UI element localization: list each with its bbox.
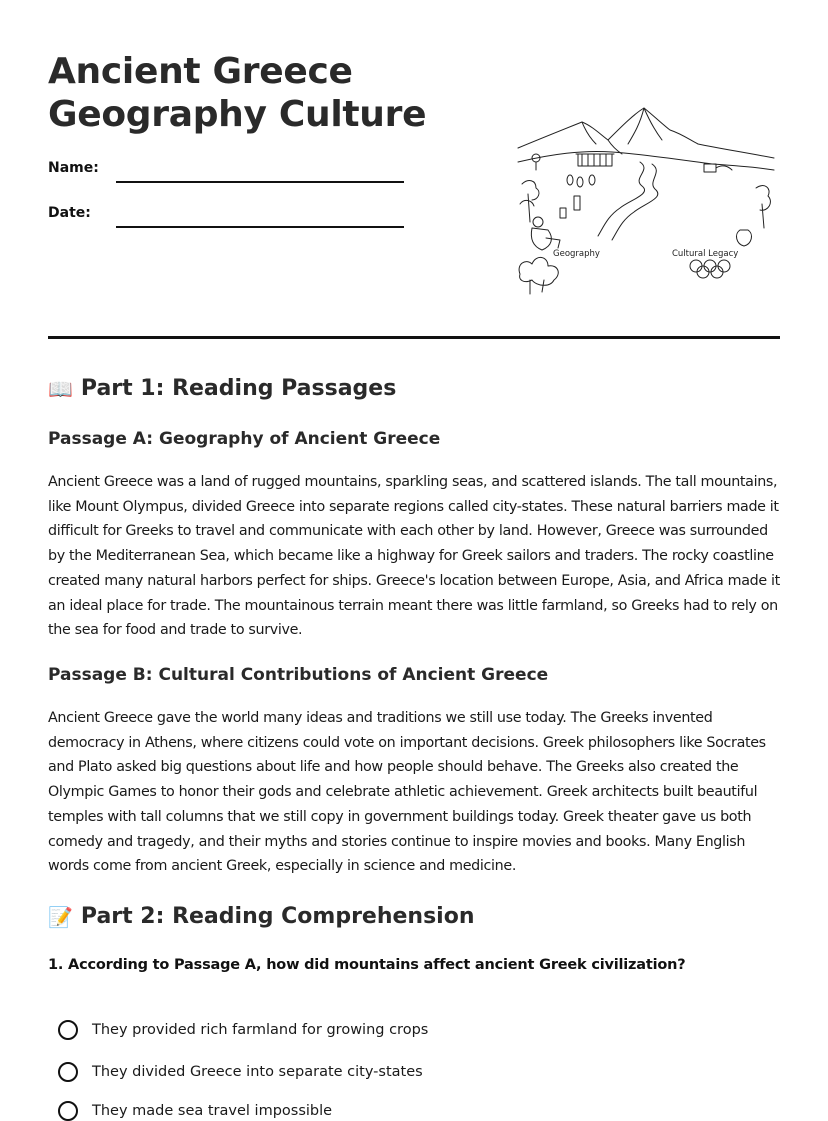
question-1-option-b[interactable] bbox=[58, 1062, 423, 1082]
illustration-label-geography: Geography bbox=[553, 249, 600, 259]
radio-button[interactable] bbox=[58, 1062, 78, 1082]
option-label: They divided Greece into separate city-states bbox=[92, 1064, 423, 1080]
radio-button[interactable] bbox=[58, 1101, 78, 1121]
question-1-option-c[interactable] bbox=[58, 1101, 332, 1121]
name-field[interactable] bbox=[116, 181, 404, 183]
question-1-option-a[interactable] bbox=[58, 1020, 428, 1040]
worksheet-title bbox=[48, 50, 426, 136]
illustration-label-cultural-legacy: Cultural Legacy bbox=[672, 249, 739, 259]
part2-heading bbox=[48, 904, 475, 929]
option-label: They made sea travel impossible bbox=[92, 1103, 333, 1119]
passage-a-title: Passage A: Geography of Ancient Greece bbox=[48, 429, 441, 449]
greece-illustration bbox=[512, 104, 780, 300]
name-label: Name: bbox=[48, 160, 99, 176]
part1-heading-text: Part 1: Reading Passages bbox=[80, 376, 397, 401]
part1-heading bbox=[48, 376, 396, 401]
passage-b-text: Ancient Greece gave the world many ideas and traditions we still use today. The Greeks invented democracy in Athens, where citizens could vote on important decisions. Greek philosophers like Socrates and Plato asked big questions about life and how people should behave. The Greeks also created the Olympic Games to honor their gods and celebrate athletic achievement. Greek architects built beautiful temples with tall columns that we still copy in government buildings today. Greek theater gave us both comedy and tragedy, and their myths and stories continue to inspire movies and books. Many English words come from ancient Greek, especially in science and medicine. bbox=[48, 710, 766, 875]
question-1: 1. According to Passage A, how did mountains affect ancient Greek civilization? bbox=[48, 957, 686, 973]
passage-a-text: Ancient Greece was a land of rugged mountains, sparkling seas, and scattered islands. The tall mountains, like Mount Olympus, divided Greece into separate regions called city-states. These natural barriers made it difficult for Greeks to travel and communicate with each other by land. However, Greece was surrounded by the Mediterranean Sea, which became like a highway for Greek sailors and traders. The rocky coastline created many natural harbors perfect for ships. Greece's location between Europe, Asia, and Africa made it an ideal place for trade. The mountainous terrain meant there was little farmland, so Greeks had to rely on the sea for food and trade to survive. bbox=[48, 474, 780, 639]
radio-button[interactable] bbox=[58, 1020, 78, 1040]
part2-heading-text: Part 2: Reading Comprehension bbox=[80, 904, 475, 929]
option-label: They provided rich farmland for growing crops bbox=[92, 1022, 429, 1038]
title-line-2: Geography Culture bbox=[48, 94, 427, 135]
header-divider bbox=[48, 336, 780, 339]
title-line-1: Ancient Greece bbox=[48, 51, 353, 92]
date-label: Date: bbox=[48, 205, 91, 221]
memo-icon: 📝 bbox=[48, 904, 73, 929]
open-book-icon: 📖 bbox=[48, 376, 73, 401]
passage-b-title: Passage B: Cultural Contributions of Ancient Greece bbox=[48, 665, 549, 685]
date-field[interactable] bbox=[116, 226, 404, 228]
